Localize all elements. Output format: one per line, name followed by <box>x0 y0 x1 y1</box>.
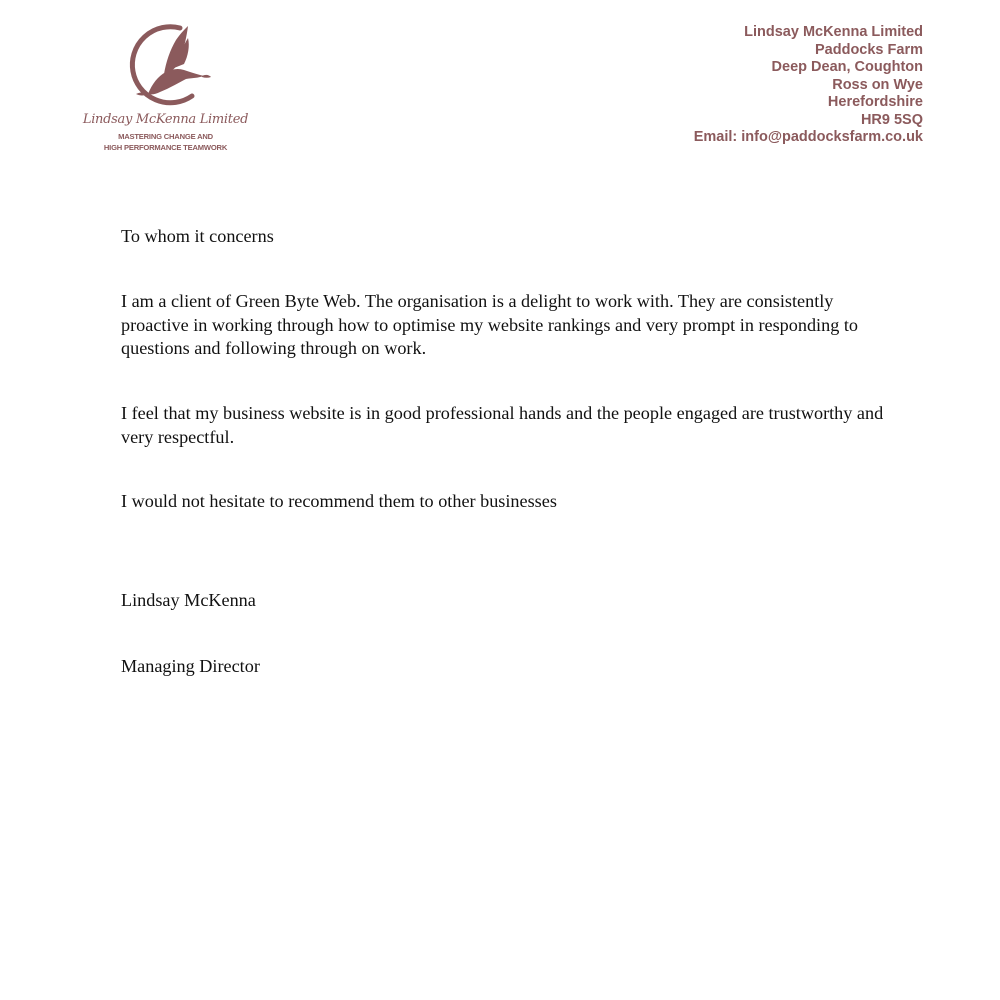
logo-company-name: Lindsay McKenna Limited <box>82 112 249 127</box>
letter-paragraph-2: I feel that my business website is in good professional hands and the people engaged are trustworthy and very respectful. <box>121 403 884 447</box>
address-company-name: Lindsay McKenna Limited <box>744 24 923 40</box>
address-email: Email: info@paddocksfarm.co.uk <box>693 129 923 145</box>
address-line-3: Ross on Wye <box>832 76 923 93</box>
logo-tagline-line1: MASTERING CHANGE AND <box>118 132 213 141</box>
letter-greeting: To whom it concerns <box>121 226 274 246</box>
letter-paragraph-3: I would not hesitate to recommend them to other businesses <box>121 491 557 511</box>
address-line-4: Herefordshire <box>827 94 923 110</box>
letter-paragraph-1: I am a client of Green Byte Web. The organisation is a delight to work with. They are consistently proactive in working through how to optimise my website rankings and very prompt in responding to questions and following through on work. <box>121 291 858 358</box>
logo-tagline-line2: HIGH PERFORMANCE TEAMWORK <box>103 143 228 152</box>
signature-name: Lindsay McKenna <box>121 590 256 610</box>
address-line-2: Deep Dean, Coughton <box>771 59 923 75</box>
address-postcode: HR9 5SQ <box>860 111 923 128</box>
company-logo <box>78 22 253 157</box>
address-line-1: Paddocks Farm <box>815 41 923 58</box>
company-address <box>694 24 923 147</box>
goose-in-circle-logo-icon <box>118 22 213 110</box>
signature-title: Managing Director <box>121 656 260 676</box>
